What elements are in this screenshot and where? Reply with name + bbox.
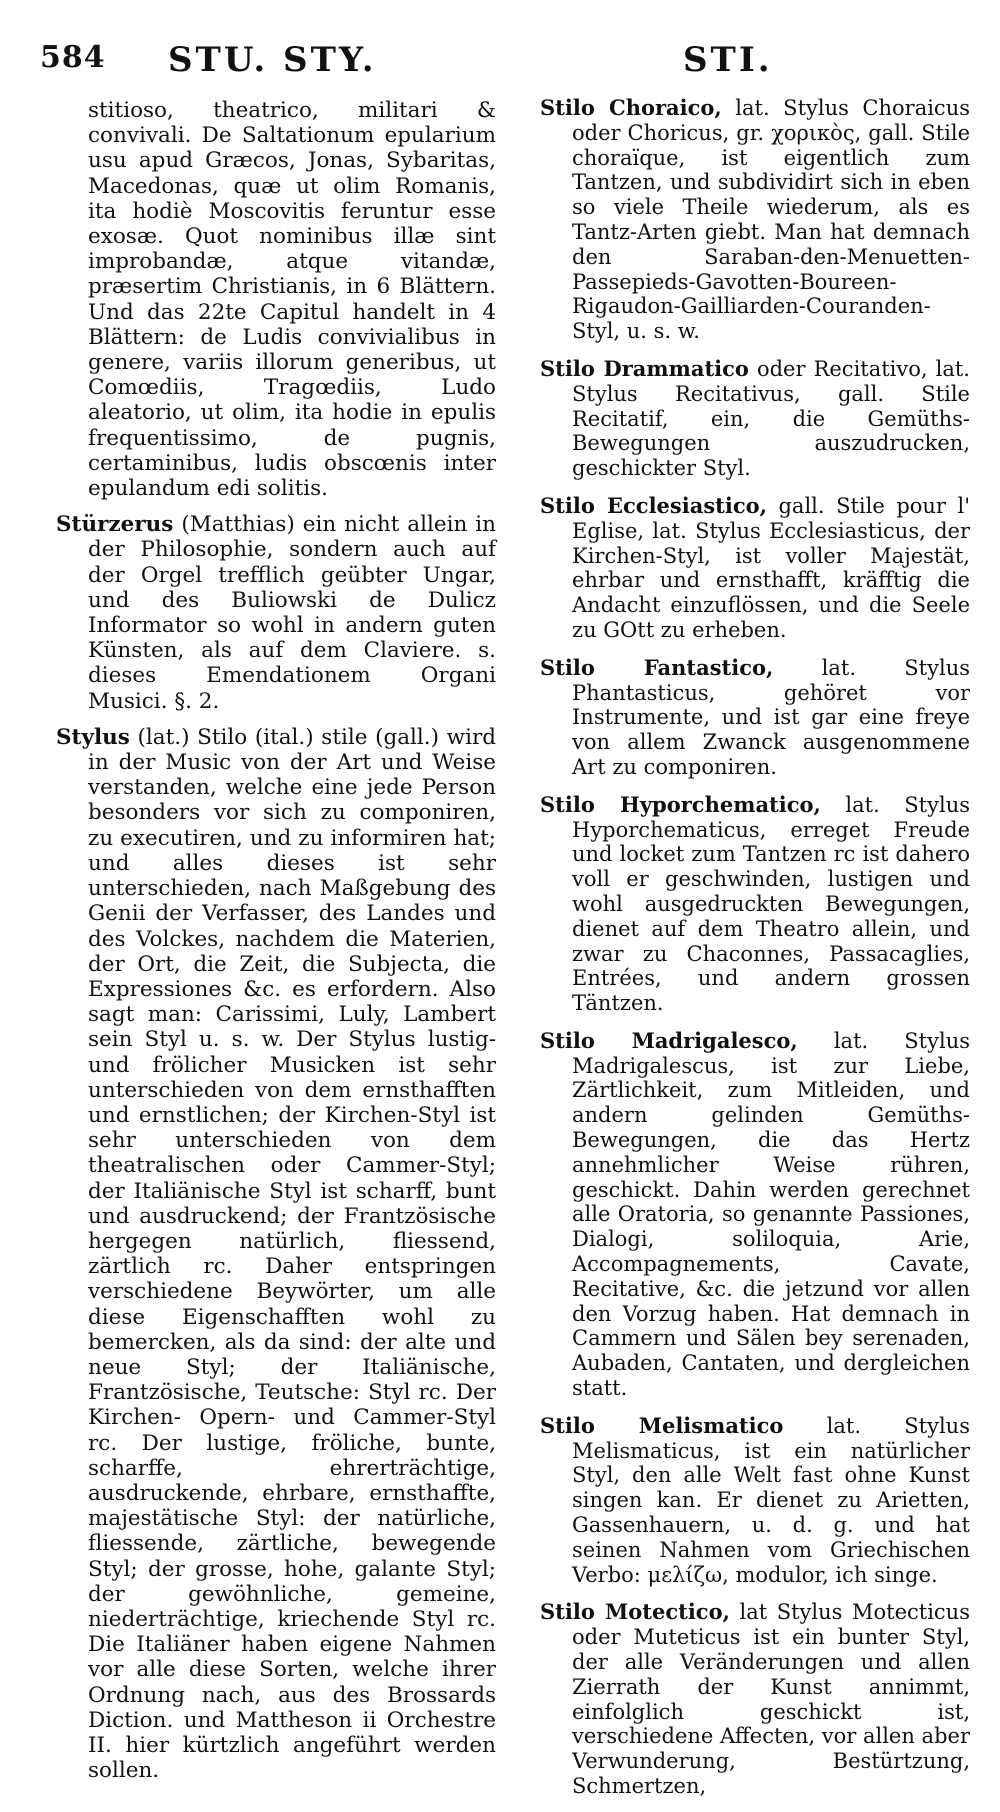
entry-stilo-hyporchematico bbox=[540, 793, 970, 1016]
page-header bbox=[0, 40, 1000, 90]
entry-text: oder Recitativo, lat. Stylus Recitativus, gall. Stile Recitatif, ein, die Gemüths-Bewegungen auszudrucken, geschickter Styl. bbox=[572, 356, 970, 481]
entry-headword: Stilo Fantastico, bbox=[540, 654, 774, 680]
entry-headword: Stilo Hyporchematico, bbox=[540, 791, 821, 817]
right-column bbox=[540, 96, 970, 1812]
entry-text: lat. Stylus Melismaticus, ist ein natürlicher Styl, den alle Welt fast ohne Kunst singen kan. Er dienet zu Arietten, Gassenhauern, u. d. g. und hat seinen Nahmen vom Griechischen Verbo: μελίζω, modulor, ich singe. bbox=[572, 1413, 970, 1587]
entry-headword: Stürzerus bbox=[56, 512, 174, 538]
right-running-head: STI. bbox=[683, 40, 773, 80]
entry-stilo-drammatico bbox=[540, 357, 970, 481]
entry-text: lat. Stylus Phantasticus, gehöret vor Instrumente, und ist gar eine freye von allem Zwanck ausgenommene Art zu componiren. bbox=[572, 655, 971, 779]
entry-continuation bbox=[56, 98, 496, 501]
entry-stylus bbox=[56, 725, 496, 1784]
entry-stilo-fantastico bbox=[540, 656, 970, 780]
entry-text: gall. Stile pour l' Eglise, lat. Stylus Ecclesiasticus, der Kirchen-Styl, ist voller Majestät, ehrbar und ernsthafft, kräfftig die Andacht einzuflössen, und die Seele zu GOtt zu erheben. bbox=[572, 493, 970, 642]
entry-headword: Stilo Ecclesiastico, bbox=[540, 492, 767, 518]
entry-text: stitioso, theatrico, militari & convivali. De Saltationum epularium usu apud Græcos, Jonas, Sybaritas, Macedonas, quæ ut olim Romanis, ita hodiè Moscovitis feruntur esse exosæ. Quot nominibus illæ sint improbandæ, atque vitandæ, præsertim Christianis, in 6 Blättern. Und das 22te Capitul handelt in 4 Blättern: de Ludis convivialibus in genere, variis illorum generibus, ut Comœdiis, Tragœdiis, Ludo aleatorio, ut olim, ita hodie in epulis frequentissimo, de pugnis, certaminibus, ludis obscœnis inter epulandum edi solitis. bbox=[88, 98, 496, 502]
entry-text: (Matthias) ein nicht allein in der Philosophie, sondern auch auf der Orgel trefflich geübter Ungar, und des Buliowski de Dulicz Informator so wohl in andern guten Künsten, als auf dem Claviere. s. dieses Emendationem Organi Musici. §. 2. bbox=[88, 512, 496, 714]
entry-stilo-madrigalesco bbox=[540, 1029, 970, 1401]
left-running-head: STU. STY. bbox=[168, 40, 377, 80]
entry-headword: Stylus bbox=[56, 724, 130, 750]
entry-text: (lat.) Stilo (ital.) stile (gall.) wird in der Music von der Art und Weise verstanden, welche eine jede Person besonders vor sich zu componiren, zu executiren, und zu informiren hat; und alles dieses ist sehr unterschieden, nach Maßgebung des Genii der Verfasser, des Landes und des Volckes, nachdem die Materien, der Ort, die Zeit, die Subjecta, die Expressiones &c. es erfordern. Also sagt man: Carissimi, Luly, Lambert sein Styl u. s. w. Der Stylus lustig- und frölicher Musicken ist sehr unterschieden von dem ernsthafften und ernstlichen; der Kirchen-Styl ist sehr unterschieden von dem theatralischen oder Cammer-Styl; der Italiänische Styl ist scharff, bunt und ausdruckend; der Frantzösische hergegen natürlich, fliessend, zärtlich rc. Daher entspringen verschiedene Beywörter, um alle diese Eigenschafften wohl zu bemercken, als da sind: der alte und neue Styl; der Italiänische, Frantzösische, Teutsche: Styl rc. Der Kirchen- Opern- und Cammer-Styl rc. Der lustige, fröliche, bunte, scharffe, ehrerträchtige, ausdruckende, ehrbare, ernsthaffte, majestätische Styl: der natürliche, fliessende, zärtliche, bewegende Styl; der grosse, hohe, galante Styl; der gewöhnliche, gemeine, niederträchtige, kriechende Styl rc. Die Italiäner haben eigene Nahmen vor alle diese Sorten, welche ihrer Ordnung nach, aus des Brossards Diction. und Mattheson ii Orchestre II. hier kürtzlich angeführt werden sollen. bbox=[88, 724, 496, 1784]
entry-stilo-ecclesiastico bbox=[540, 494, 970, 643]
entry-stilo-choraico bbox=[540, 96, 970, 344]
entry-text: lat. Stylus Madrigalescus, ist zur Liebe, Zärtlichkeit, zum Mitleiden, und andern gelinden Gemüths-Bewegungen, die das Hertz annehmlicher Weise rühren, geschickt. Dahin werden gerechnet alle Oratoria, so genannte Passiones, Dialogi, soliloquia, Arie, Accompagnements, Cavate, Recitative, &c. die jetzund vor allen den Vorzug haben. Hat demnach in Cammern und Sälen bey serenaden, Aubaden, Cantaten, und dergleichen statt. bbox=[572, 1028, 970, 1401]
entry-stuerzerus bbox=[56, 512, 496, 714]
entry-stilo-motectico bbox=[540, 1600, 970, 1798]
entry-headword: Stilo Motectico, bbox=[540, 1599, 730, 1625]
left-column bbox=[56, 98, 496, 1794]
entry-text: lat. Stylus Hyporchematicus, erreget Freude und locket zum Tantzen rc ist dahero voll er geschwinden, lustigen und wohl ausgedruckten Bewegungen, dienet auf dem Theatro allein, und zwar zu Chaconnes, Passacaglies, Entrées, und andern grossen Täntzen. bbox=[572, 792, 970, 1016]
entry-text: lat. Stylus Choraicus oder Choricus, gr. χορικὸς, gall. Stile choraïque, ist eigentlich zum Tantzen, und subdividirt sich in eben so viele Theile wiederum, als es Tantz-Arten giebt. Man hat demnach den Saraban-den-Menuetten-Passepieds-Gavotten-Boureen-Rigaudon-Gailliarden-Couranden-Styl, u. s. w. bbox=[572, 96, 970, 344]
entry-stilo-melismatico bbox=[540, 1414, 970, 1588]
page-number: 584 bbox=[40, 40, 106, 75]
entry-headword: Stilo Melismatico bbox=[540, 1412, 784, 1438]
entry-headword: Stilo Madrigalesco, bbox=[540, 1027, 798, 1053]
entry-text: lat Stylus Motecticus oder Muteticus ist ein bunter Styl, der alle Veränderungen und allen Zierrath der Kunst annimmt, einfolglich geschickt ist, verschiedene Affecten, vor allen aber Verwunderung, Bestürtzung, Schmertzen, bbox=[572, 1600, 970, 1798]
entry-headword: Stilo Choraico, bbox=[540, 95, 722, 120]
entry-headword: Stilo Drammatico bbox=[540, 355, 749, 381]
